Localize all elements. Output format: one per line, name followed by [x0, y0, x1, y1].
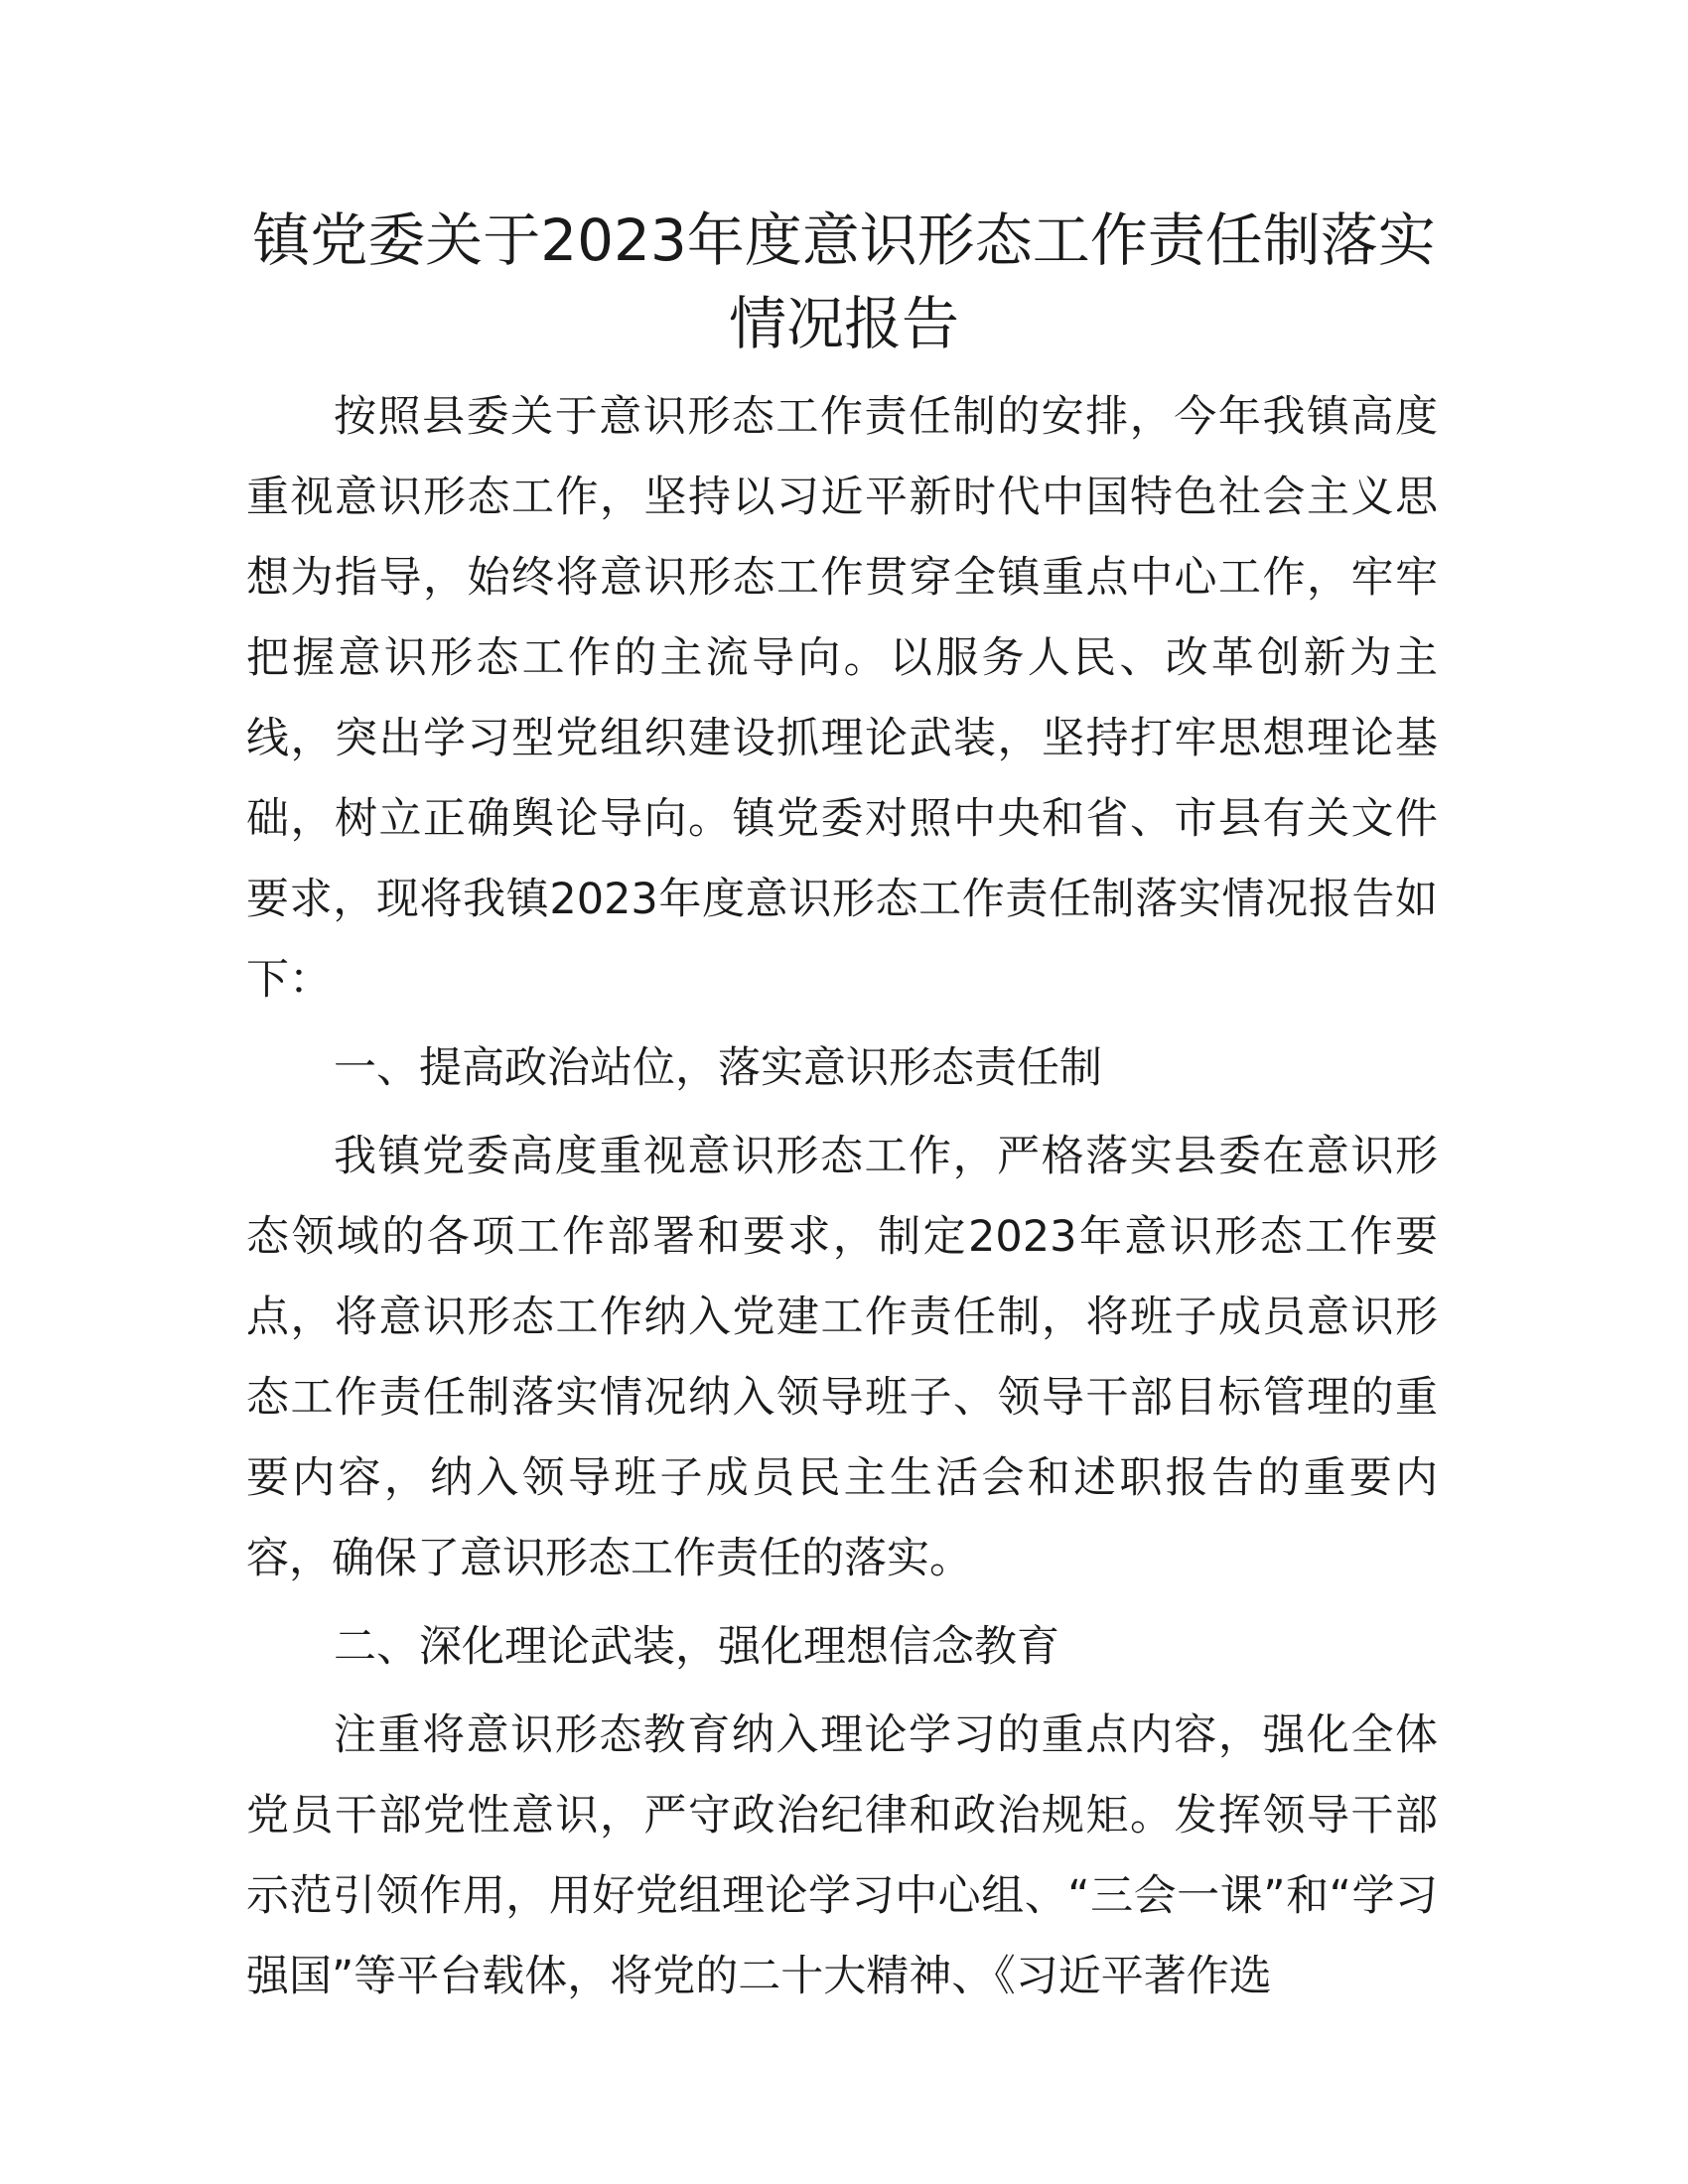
section-2-paragraph: 注重将意识形态教育纳入理论学习的重点内容，强化全体党员干部党性意识，严守政治纪律和政治规矩。发挥领导干部示范引领作用，用好党组理论学习中心组、“三会一课”和“学习强国”等平台载体，将党的二十大精神、《习近平著作选 [246, 1710, 1438, 2001]
document-title [228, 199, 1460, 365]
title-line-1: 镇党委关于2023年度意识形态工作责任制落实 [252, 206, 1436, 274]
section-1-paragraph: 我镇党委高度重视意识形态工作，严格落实县委在意识形态领域的各项工作部署和要求，制定2023年意识形态工作要点，将意识形态工作纳入党建工作责任制，将班子成员意识形态工作责任制落实情况纳入领导班子、领导干部目标管理的重要内容，纳入领导班子成员民主生活会和述职报告的重要内容，确保了意识形态工作责任的落实。 [246, 1132, 1438, 1583]
section-heading-2: 二、深化理论武装，强化理想信念教育 [334, 1622, 1059, 1672]
section-heading-1: 一、提高政治站位，落实意识形态责任制 [334, 1043, 1102, 1093]
document-body [246, 377, 1438, 2017]
title-line-2: 情况报告 [728, 290, 959, 357]
intro-paragraph: 按照县委关于意识形态工作责任制的安排，今年我镇高度重视意识形态工作，坚持以习近平新时代中国特色社会主义思想为指导，始终将意识形态工作贯穿全镇重点中心工作，牢牢把握意识形态工作的主流导向。以服务人民、改革创新为主线，突出学习型党组织建设抓理论武装，坚持打牢思想理论基础，树立正确舆论导向。镇党委对照中央和省、市县有关文件要求，现将我镇2023年度意识形态工作责任制落实情况报告如下： [246, 392, 1438, 1005]
